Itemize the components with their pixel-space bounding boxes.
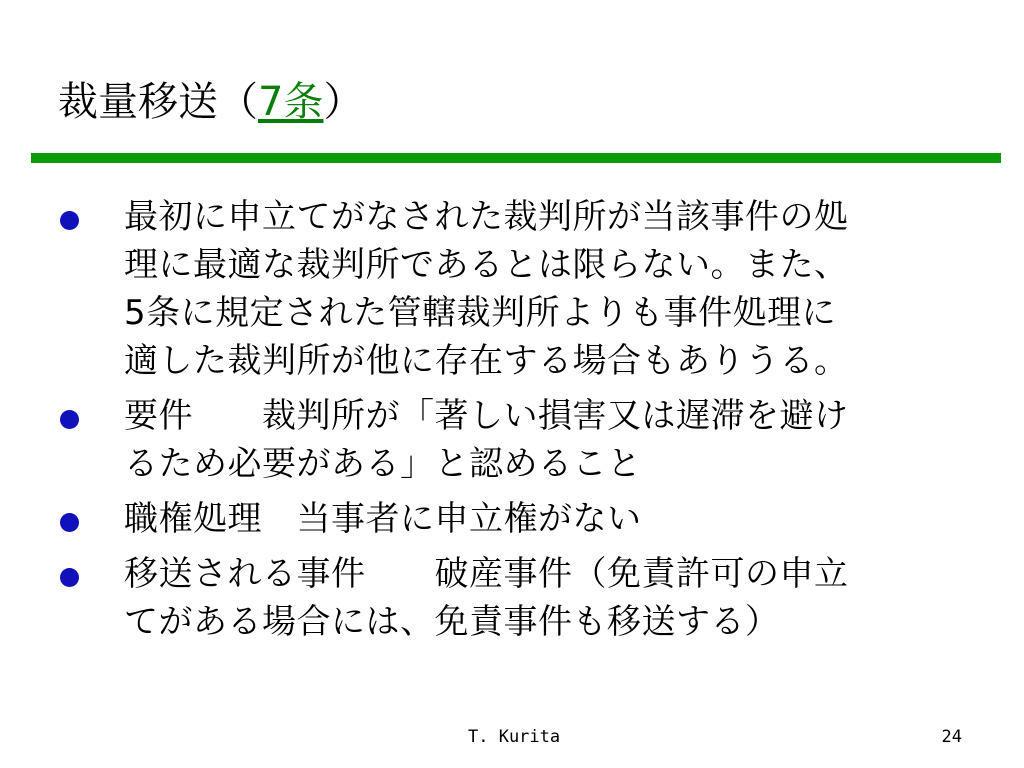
bullet-line: 職権処理 当事者に申立権がない (124, 499, 642, 539)
bullet-dot-icon (60, 568, 79, 587)
bullet-line: てがある場合には、免責事件も移送する） (124, 602, 780, 642)
title-text: 裁量移送（ (58, 79, 258, 125)
bullet-dot-icon (60, 410, 79, 429)
bullet-list (58, 193, 968, 653)
title-close-paren: ） (323, 79, 364, 125)
bullet-dot-icon (60, 211, 79, 230)
article-link[interactable]: 7条 (258, 79, 324, 125)
bullet-item-2 (58, 392, 968, 488)
bullet-item-3 (58, 495, 968, 543)
bullet-item-1 (58, 193, 968, 385)
bullet-line: 最初に申立てがなされた裁判所が当該事件の処 (124, 197, 849, 237)
bullet-item-4 (58, 550, 968, 646)
bullet-line: 要件 裁判所が「著しい損害又は遅滞を避け (124, 396, 849, 436)
bullet-line: 移送される事件 破産事件（免責許可の申立 (124, 554, 849, 594)
footer-author: T. Kurita (468, 727, 561, 747)
bullet-line: 適した裁判所が他に存在する場合もありうる。 (124, 341, 849, 381)
bullet-dot-icon (60, 513, 79, 532)
page-number: 24 (941, 727, 962, 747)
slide-title (58, 74, 363, 130)
title-divider (31, 153, 1001, 163)
bullet-line: 理に最適な裁判所であるとは限らない。また、 (124, 245, 849, 285)
bullet-line: るため必要がある」と認めること (124, 444, 642, 484)
bullet-line: 5条に規定された管轄裁判所よりも事件処理に (124, 293, 837, 333)
